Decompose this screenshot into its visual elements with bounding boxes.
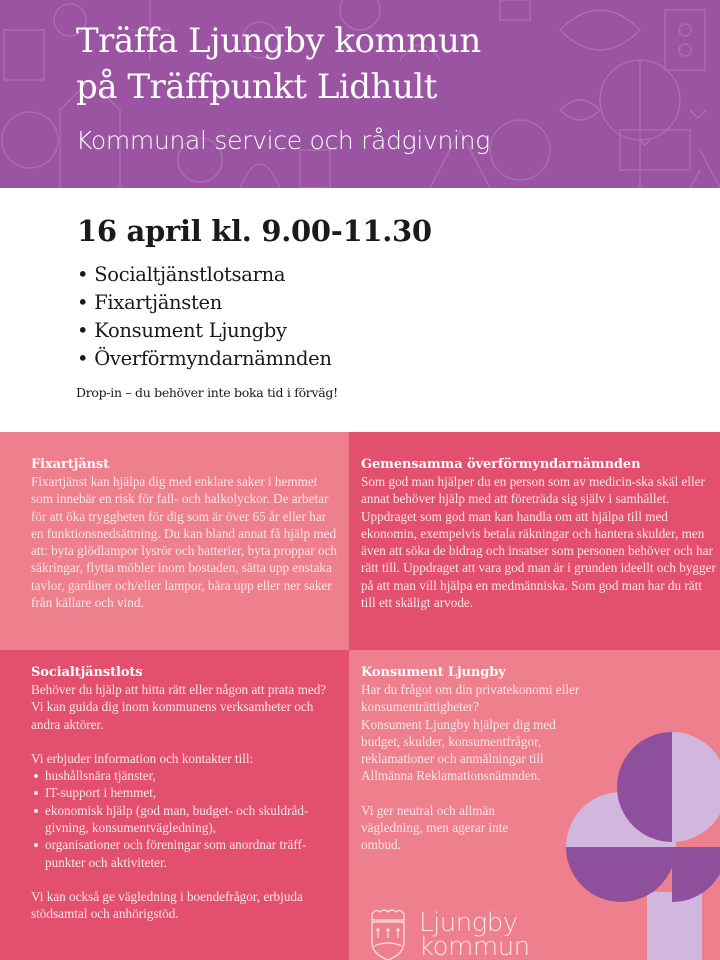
panel-note: Vi ger neutral och allmän vägledning, men agerar inte ombud. bbox=[361, 802, 509, 853]
panel-overformyndarnamnden bbox=[349, 432, 720, 650]
panel-question: Har du frågot om din privatekonomi eller konsumenträttigheter? bbox=[361, 682, 580, 715]
panel-fixartjanst bbox=[0, 432, 349, 650]
service-item: • Konsument Ljungby bbox=[77, 317, 332, 345]
panel-intro: Behöver du hjälp att hitta rätt eller någon att prata med? Vi kan guida dig inom kommunens verksamheter och andra aktörer. bbox=[31, 682, 327, 732]
intro-section bbox=[0, 188, 720, 432]
ljungby-kommun-logo bbox=[366, 908, 546, 960]
offer-item: IT-support i hemmet, bbox=[31, 784, 341, 801]
dropin-note: Drop-in – du behöver inte boka tid i förväg! bbox=[76, 385, 338, 400]
flower-decoration-icon bbox=[562, 732, 720, 960]
panel-socialtjanstlots bbox=[0, 650, 349, 960]
page-subtitle: Kommunal service och rådgivning bbox=[76, 126, 490, 155]
panel-text: Som god man hjälper du en person som av medicin-ska skäl eller annat behöver hjälp med att företräda sig själv i samhället. Uppdraget som god man kan handla om att hjälpa till med ekonomin, exempelvis betala räkningar och hantera skulder, men även att söka de bidrag och insatser som personen behöver och har rätt till. Uppdraget att vara god man är i grunden ideellt och bygger på att man vill hjälpa en medmänniska. Som god man har du rätt till ett skäligt arvode. bbox=[361, 474, 716, 611]
title-line-2: på Träffpunkt Lidhult bbox=[76, 67, 437, 107]
page-title bbox=[76, 18, 481, 110]
coat-of-arms-icon bbox=[366, 908, 410, 960]
service-item: • Fixartjänsten bbox=[77, 289, 332, 317]
panel-list-heading: Vi erbjuder information och kontakter till: bbox=[31, 750, 254, 766]
service-item: • Överförmyndarnämnden bbox=[77, 345, 332, 373]
logo-text bbox=[419, 908, 530, 960]
header-banner bbox=[0, 0, 720, 188]
panel-title: Socialtjänstlots bbox=[31, 665, 143, 680]
panel-title: Konsument Ljungby bbox=[361, 665, 506, 680]
logo-line-2: kommun bbox=[419, 932, 530, 960]
panel-title: Gemensamma överförmyndarnämnden bbox=[361, 457, 641, 472]
title-line-1: Träffa Ljungby kommun bbox=[76, 21, 481, 61]
services-list bbox=[77, 261, 332, 373]
offer-item: organisationer och föreningar som anordnar träff-punkter och aktiviteter. bbox=[31, 836, 341, 871]
event-date-time: 16 april kl. 9.00-11.30 bbox=[77, 214, 432, 248]
panel-title: Fixartjänst bbox=[31, 457, 109, 472]
panel-description: Konsument Ljungby hjälper dig med budget, skulder, konsumentfrågor, reklamationer och anmälningar till Allmänna Reklamationsnämnden. bbox=[361, 716, 556, 784]
offer-list bbox=[31, 767, 341, 871]
offer-item: ekonomisk hjälp (god man, budget- och skuldråd-givning, konsumentvägledning), bbox=[31, 802, 341, 837]
panel-outro: Vi kan också ge vägledning i boendefrågor, erbjuda stödsamtal och anhörigstöd. bbox=[31, 888, 303, 922]
panel-konsument-ljungby bbox=[349, 650, 720, 960]
logo-line-1: Ljungby bbox=[419, 908, 518, 938]
panel-text: Fixartjänst kan hjälpa dig med enklare saker i hemmet som innebär en risk för fall- och halkolyckor. De arbetar för att öka tryggheten för dig som är över 65 år eller har en funktionsnedsättning. Du kan bland annat få hjälp med att: byta glödlampor lysrör och batterier, byta proppar och säkringar, flytta möbler inom bostaden, sätta upp enstaka tavlor, gardiner och/eller lampor, bära upp eller ner saker från källare och vind. bbox=[31, 474, 337, 611]
panel-text bbox=[31, 681, 341, 923]
service-item: • Socialtjänstlotsarna bbox=[77, 261, 332, 289]
offer-item: hushållsnära tjänster, bbox=[31, 767, 341, 784]
